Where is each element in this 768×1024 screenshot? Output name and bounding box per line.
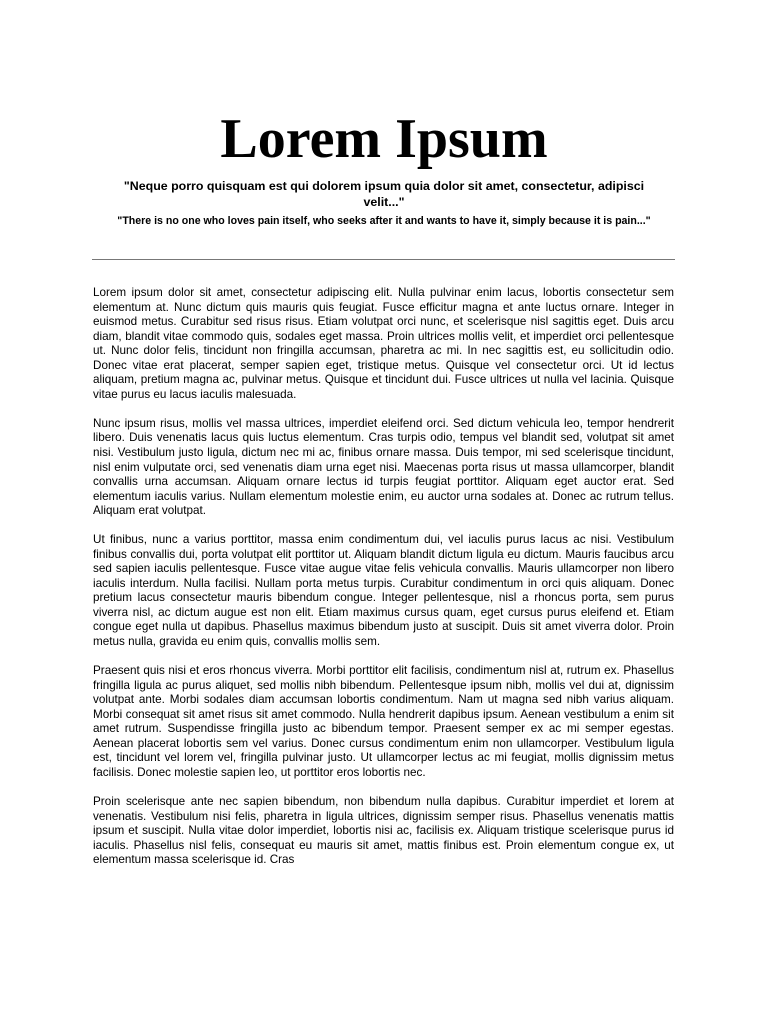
body-paragraph: Nunc ipsum risus, mollis vel massa ultrices, imperdiet eleifend orci. Sed dictum vehicula leo, tempor hendrerit libero. Duis venenatis lacus quis luctus elementum. Cras turpis odio, tempus vel blandit sed, volutpat sit amet nisi. Vestibulum justo ligula, dictum nec mi ac, finibus ornare massa. Duis tempor, mi sed scelerisque tincidunt, nisl enim vulputate orci, sed venenatis diam urna eget nisi. Maecenas porta risus ut massa ullamcorper, blandit convallis urna accumsan. Aliquam ornare lectus id turpis feugiat porttitor. Aliquam eget auctor erat. Sed elementum iaculis varius. Nullam elementum molestie enim, eu auctor urna sodales at. Donec ac rutrum tellus. Aliquam erat volutpat.: [93, 416, 674, 518]
document-title: Lorem Ipsum: [220, 108, 548, 170]
body-paragraph: Praesent quis nisi et eros rhoncus viverra. Morbi porttitor elit facilisis, condimentum nisl at, rutrum ex. Phasellus fringilla ligula ac purus aliquet, sed mollis nibh bibendum. Pellentesque ipsum nibh, mollis vel dui at, dignissim volutpat ante. Morbi sodales diam accumsan lobortis condimentum. Nam ut magna sed nibh varius aliquam. Morbi consequat sit amet risus sit amet commodo. Nulla hendrerit dapibus ipsum. Aenean vestibulum a enim sit amet rutrum. Suspendisse fringilla justo ac bibendum tempor. Praesent semper ex ac mi semper egestas. Aenean placerat lobortis sem vel varius. Donec cursus condimentum enim non ullamcorper. Vestibulum ligula est, tincidunt vel lorem vel, fringilla pulvinar justo. Ut ullamcorper lectus ac mi feugiat, mollis dignissim metus facilisis. Donec molestie sapien leo, ut porttitor eros lobortis nec.: [93, 664, 674, 779]
latin-quote: "Neque porro quisquam est qui dolorem ipsum quia dolor sit amet, consectetur, adipisci velit...": [123, 179, 645, 209]
body-paragraph: Ut finibus, nunc a varius porttitor, massa enim condimentum dui, vel iaculis purus lacus ac nisi. Vestibulum finibus convallis dui, porta volutpat elit porttitor ut. Aliquam blandit dictum ligula eu dictum. Mauris faucibus arcu sed sapien iaculis pellentesque. Fusce vitae augue vitae felis vehicula convallis. Mauris ullamcorper non libero iaculis interdum. Nulla facilisi. Nullam porta metus turpis. Curabitur condimentum in orci quis aliquam. Donec pretium lacus consectetur mauris bibendum congue. Integer pellentesque, nisl a rhoncus porta, sem purus viverra nisl, ac dictum augue est non elit. Etiam maximus cursus quam, eget cursus purus eleifend et. Etiam congue eget nulla ut dapibus. Phasellus maximus bibendum justo at suscipit. Duis sit amet viverra dolor. Proin metus nulla, gravida eu enim quis, convallis mollis sem.: [93, 533, 674, 649]
english-quote: "There is no one who loves pain itself, who seeks after it and wants to have it, simply because it is pain...": [117, 215, 651, 227]
body-paragraph: Lorem ipsum dolor sit amet, consectetur adipiscing elit. Nulla pulvinar enim lacus, lobortis consectetur sem elementum at. Nunc dictum quis mauris quis feugiat. Fusce efficitur magna et ante luctus ornare. Integer in euismod metus. Curabitur sed risus risus. Etiam volutpat orci nunc, et scelerisque nisl sagittis eget. Duis arcu diam, blandit vitae commodo quis, sodales eget massa. Proin ultrices mollis velit, et imperdiet orci pellentesque ut. Nunc dolor felis, tincidunt non fringilla accumsan, pharetra ac mi. In nec sagittis est, eu sollicitudin odio. Donec vitae erat placerat, semper sapien eget, tristique metus. Quisque vel consectetur orci. Ut id lectus aliquam, pretium magna ac, pulvinar metus. Quisque et tincidunt dui. Fusce ultrices ut nulla vel lacinia. Quisque vitae purus eu lacus iaculis malesuada.: [93, 286, 674, 401]
horizontal-divider: [92, 259, 675, 260]
document-body: [93, 286, 674, 882]
body-paragraph: Proin scelerisque ante nec sapien bibendum, non bibendum nulla dapibus. Curabitur imperdiet et lorem at venenatis. Vestibulum nisi felis, pharetra in ligula ultrices, dignissim semper risus. Phasellus venenatis mattis ipsum et suscipit. Nulla vitae dolor imperdiet, lobortis nisi ac, facilisis ex. Aliquam tristique scelerisque purus id iaculis. Phasellus nisl felis, consequat eu mauris sit amet, mattis finibus est. Proin elementum congue ex, ut elementum massa scelerisque id. Cras: [93, 794, 674, 867]
